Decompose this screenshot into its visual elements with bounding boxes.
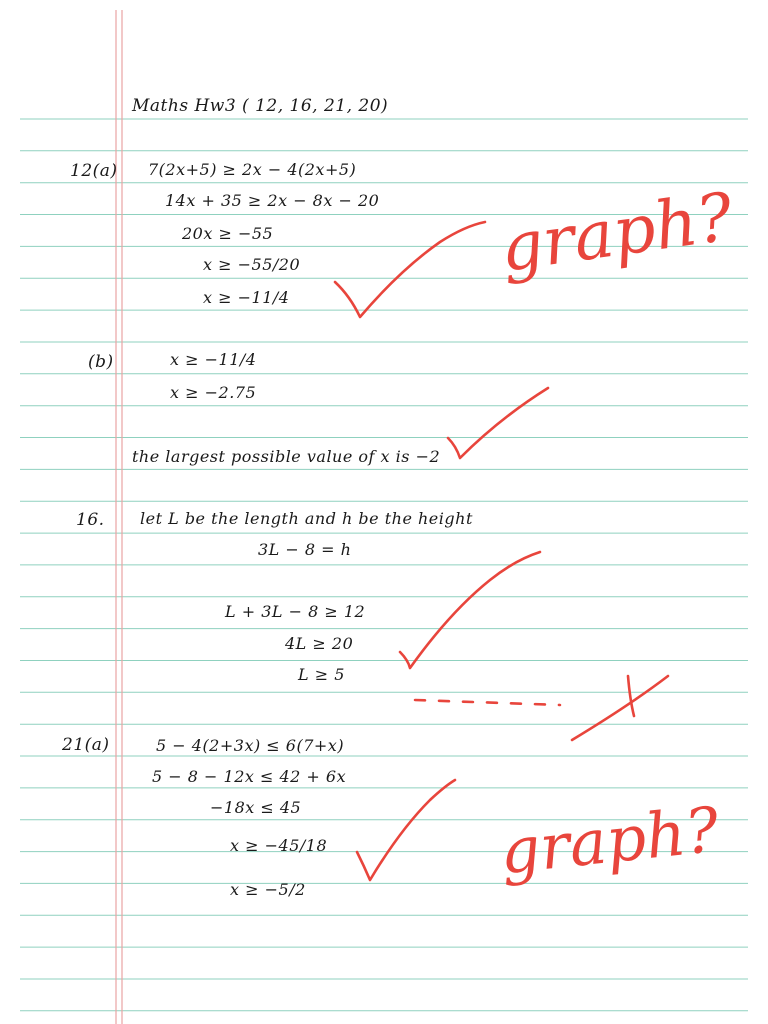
step-line: 5 − 8 − 12x ≤ 42 + 6x xyxy=(152,767,347,786)
step-line: −18x ≤ 45 xyxy=(210,798,302,817)
graph-annotation-1: graph? xyxy=(495,178,738,287)
cross-icon xyxy=(628,676,634,716)
step-line: x ≥ −2.75 xyxy=(170,383,257,402)
question-label-12a: 12(a) xyxy=(70,161,118,181)
step-line: L + 3L − 8 ≥ 12 xyxy=(225,602,366,621)
step-line: x ≥ −45/18 xyxy=(230,836,328,855)
question-label-12b: (b) xyxy=(88,352,114,372)
step-line: 20x ≥ −55 xyxy=(182,224,274,243)
conclusion-line: the largest possible value of x is −2 xyxy=(132,447,441,466)
question-label-16: 16. xyxy=(76,510,105,530)
question-label-21a: 21(a) xyxy=(62,735,110,755)
step-line: 14x + 35 ≥ 2x − 8x − 20 xyxy=(165,191,380,210)
step-line: x ≥ −55/20 xyxy=(203,255,301,274)
graph-annotation-2: graph? xyxy=(496,792,723,889)
step-line: x ≥ −5/2 xyxy=(230,880,306,899)
step-line: 5 − 4(2+3x) ≤ 6(7+x) xyxy=(156,736,345,755)
checkmark-icon xyxy=(448,388,548,458)
checkmark-icon xyxy=(357,780,455,880)
checkmark-icon xyxy=(335,222,485,317)
page-title: Maths Hw3 ( 12, 16, 21, 20) xyxy=(132,96,389,116)
step-line: 3L − 8 = h xyxy=(258,540,352,559)
intro-line: let L be the length and h be the height xyxy=(140,509,473,528)
step-line: x ≥ −11/4 xyxy=(203,288,290,307)
checkmark-icon xyxy=(400,552,540,668)
cross-icon xyxy=(572,676,668,740)
dashed-stroke xyxy=(415,700,560,705)
step-line: 7(2x+5) ≥ 2x − 4(2x+5) xyxy=(148,160,357,179)
step-line: x ≥ −11/4 xyxy=(170,350,257,369)
step-line: 4L ≥ 20 xyxy=(285,634,354,653)
step-line: L ≥ 5 xyxy=(298,665,345,684)
